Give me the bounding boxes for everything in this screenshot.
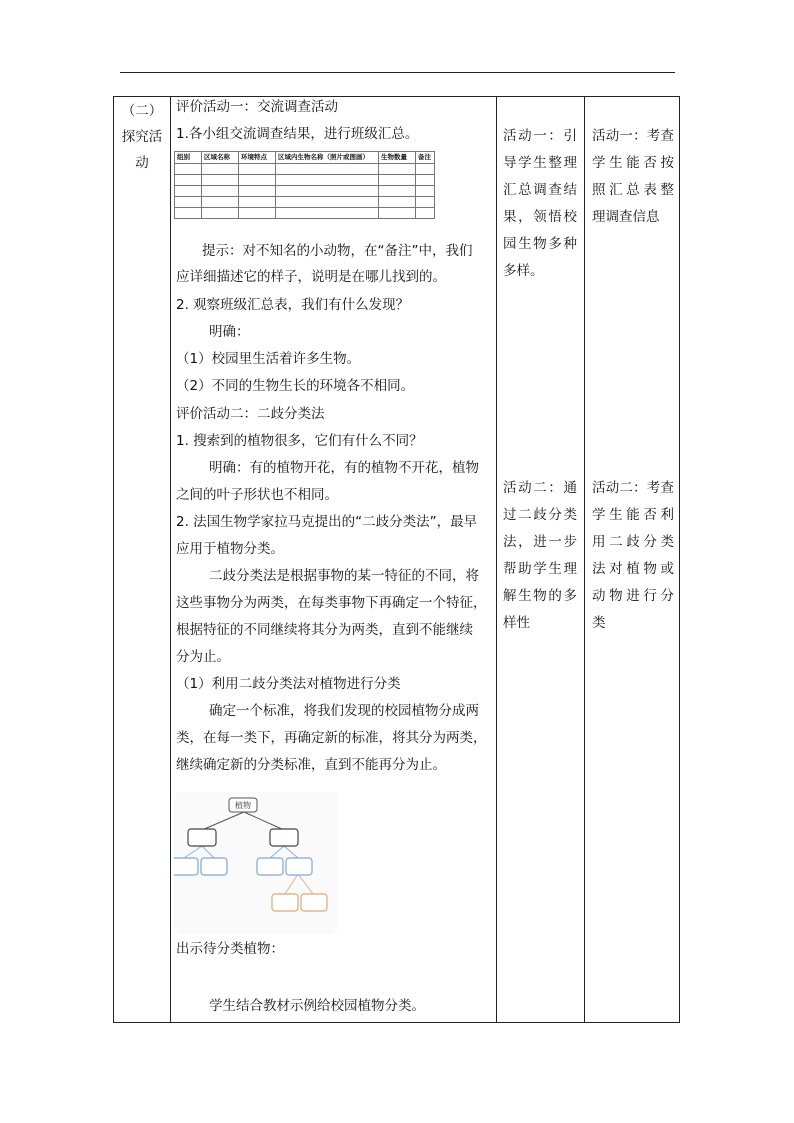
section-label: （二） 探究活 动: [121, 103, 163, 171]
tree-node: [270, 829, 298, 846]
clarify-label: 明确：: [209, 324, 250, 340]
definition-line: 这些事物分为两类，在每类事物下再确定一个特征，: [176, 595, 487, 611]
answer-line: 明确：有的植物开花，有的植物不开花，植物: [209, 460, 479, 476]
definition-line: 分为止。: [176, 649, 230, 665]
item2b-line: 应用于植物分类。: [176, 541, 284, 557]
table-row: [175, 175, 435, 186]
method-line: 类，在每一类下，再确定新的标准，将其分为两类，: [176, 730, 487, 746]
evaluation-2: 活动二：考查 学生能否利 用二歧分类 法对植物或 动物进行分 类: [592, 480, 674, 631]
definition-line: 根据特征的不同继续将其分为两类，直到不能继续: [176, 622, 473, 638]
table-header: 生物数量: [379, 152, 416, 164]
table-header: 环境特点: [239, 152, 276, 164]
design-intent-1: 活动一：引 导学生整理 汇总调查结 果，领悟校 园生物多种 多样。: [503, 128, 577, 279]
table-header: 区域名称: [202, 152, 239, 164]
sub-item-1: （1）利用二歧分类法对植物进行分类: [176, 676, 401, 692]
column-divider: [170, 97, 171, 1022]
table-header: 备注: [416, 152, 435, 164]
method-line: 继续确定新的分类标准，直到不能再分为止。: [176, 757, 446, 773]
table-header: 组别: [175, 152, 202, 164]
tree-node: [272, 894, 298, 911]
tree-node: [188, 829, 216, 846]
hint-line: 应详细描述它的样子，说明是在哪儿找到的。: [176, 269, 446, 285]
table-row: [175, 208, 435, 219]
lesson-table: [113, 96, 680, 1023]
item2b-line: 2. 法国生物学家拉马克提出的“二歧分类法”，最早: [176, 514, 478, 530]
activity2-title: 评价活动二：二歧分类法: [176, 406, 325, 422]
answer-line: 之间的叶子形状也不相同。: [176, 487, 338, 503]
finding-2: （2）不同的生物生长的环境各不相同。: [176, 378, 415, 394]
definition-line: 二歧分类法是根据事物的某一特征的不同，将: [209, 568, 479, 584]
column-divider: [584, 97, 585, 1022]
tree-node: [257, 858, 283, 875]
survey-summary-table: [174, 151, 435, 219]
tree-node: [201, 858, 227, 875]
table-row: [175, 197, 435, 208]
student-task: 学生结合教材示例给校园植物分类。: [209, 998, 425, 1014]
activity1-title: 评价活动一：交流调查活动: [176, 99, 338, 115]
table-row: [175, 186, 435, 197]
tree-root-label: 植物: [235, 801, 251, 810]
table-header: 区域内生物名称（照片或图画）: [276, 152, 379, 164]
classification-tree-diagram: [174, 792, 338, 934]
tree-node: [286, 858, 312, 875]
question-1: 1. 搜索到的植物很多，它们有什么不同？: [176, 433, 423, 449]
tree-node: [301, 894, 327, 911]
table-row: [175, 164, 435, 175]
design-intent-2: 活动二：通 过二歧分类 法，进一步 帮助学生理 解生物的多 样性: [503, 480, 577, 631]
column-divider: [496, 97, 497, 1022]
item1: 1.各小组交流调查结果，进行班级汇总。: [176, 126, 419, 142]
show-plants: 出示待分类植物：: [176, 941, 284, 957]
tree-node: [174, 858, 198, 875]
finding-1: （1）校园里生活着许多生物。: [176, 351, 361, 367]
evaluation-1: 活动一：考查 学生能否按 照汇总表整 理调查信息: [592, 128, 674, 225]
method-line: 确定一个标准，将我们发现的校园植物分成两: [209, 703, 479, 719]
hint-line: 提示：对不知名的小动物，在“备注”中，我们: [202, 243, 473, 259]
item2: 2. 观察班级汇总表，我们有什么发现？: [176, 297, 410, 313]
header-rule: [120, 72, 675, 73]
